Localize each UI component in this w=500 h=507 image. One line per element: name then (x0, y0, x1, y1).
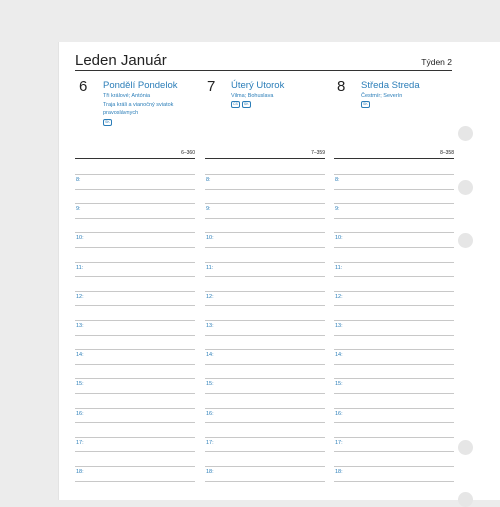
binder-hole (458, 180, 473, 195)
half-hour-line (334, 276, 454, 277)
hour-line (75, 320, 195, 321)
hour-label: 8: (76, 177, 81, 183)
column-divider (334, 158, 454, 159)
day-name: Středa Streda (361, 80, 420, 91)
hour-label: 17: (206, 439, 214, 446)
day-count: 7–359 (311, 150, 325, 156)
half-hour-line (205, 247, 325, 248)
hour-line (75, 349, 195, 350)
day-name: Pondělí Pondelok (103, 80, 178, 91)
week-label: Týden 2 (421, 57, 452, 67)
half-hour-line (334, 422, 454, 423)
hour-line (205, 203, 325, 204)
name-days (361, 92, 461, 101)
hour-label: 13: (76, 323, 84, 329)
column-divider (205, 158, 325, 159)
hour-label: 12: (335, 293, 343, 300)
hour-line (334, 291, 454, 292)
hour-label: 15: (206, 381, 214, 388)
half-hour-line (75, 422, 195, 423)
name-day-line: pravoslávnych (103, 110, 139, 116)
country-badge: SK (243, 102, 249, 106)
day-number: 6 (79, 78, 88, 95)
half-hour-line (75, 218, 195, 219)
hour-line (75, 262, 195, 263)
country-badges (361, 101, 370, 108)
binder-hole (458, 233, 473, 248)
hour-line (205, 349, 325, 350)
hour-line (334, 378, 454, 379)
hour-label: 14: (206, 352, 214, 359)
half-hour-line (205, 276, 325, 277)
day-number: 8 (337, 78, 346, 95)
hour-line (75, 437, 195, 438)
hour-label: 11: (76, 264, 84, 271)
hour-line (334, 262, 454, 263)
half-hour-line (334, 481, 454, 482)
hour-line (75, 203, 195, 204)
hour-label: 12: (206, 293, 214, 300)
hour-label: 10: (76, 235, 84, 242)
hour-line (334, 203, 454, 204)
half-hour-line (205, 393, 325, 394)
day-count: 8–358 (440, 150, 454, 156)
half-hour-line (205, 335, 325, 336)
name-day-line: Vilma; Bohuslava (231, 93, 274, 99)
country-badge: CS (233, 102, 238, 106)
country-badge: SK (363, 102, 368, 106)
country-badge: SK (105, 120, 110, 124)
hour-label: 9: (335, 206, 340, 213)
hour-line (75, 466, 195, 467)
hour-line (205, 378, 325, 379)
day-count: 6–360 (181, 150, 195, 156)
half-hour-line (205, 189, 325, 190)
hour-line (205, 174, 325, 175)
half-hour-line (75, 451, 195, 452)
column-divider (75, 158, 195, 159)
hour-label: 17: (76, 439, 84, 446)
planner-page (58, 42, 500, 500)
hour-line (205, 437, 325, 438)
hour-line (334, 174, 454, 175)
hour-label: 18: (206, 469, 214, 475)
hour-line (334, 408, 454, 409)
hour-label: 9: (206, 206, 211, 213)
hour-label: 13: (335, 323, 343, 329)
hour-label: 14: (76, 352, 84, 359)
hour-label: 16: (76, 410, 84, 417)
hour-label: 16: (206, 410, 214, 417)
header-divider (75, 70, 452, 71)
hour-label: 10: (206, 235, 214, 242)
half-hour-line (334, 335, 454, 336)
hour-line (75, 408, 195, 409)
hour-label: 11: (206, 264, 214, 271)
half-hour-line (334, 247, 454, 248)
hour-label: 16: (335, 410, 343, 417)
half-hour-line (334, 218, 454, 219)
half-hour-line (334, 305, 454, 306)
hour-label: 10: (335, 235, 343, 242)
hour-line (205, 232, 325, 233)
hour-label: 13: (206, 323, 214, 329)
hour-line (334, 466, 454, 467)
hour-line (334, 320, 454, 321)
binder-hole (458, 126, 473, 141)
half-hour-line (75, 481, 195, 482)
hour-label: 11: (335, 264, 343, 271)
day-number: 7 (207, 78, 216, 95)
hour-label: 8: (335, 177, 340, 183)
half-hour-line (205, 218, 325, 219)
half-hour-line (334, 393, 454, 394)
half-hour-line (75, 335, 195, 336)
hour-line (334, 437, 454, 438)
hour-line (75, 174, 195, 175)
half-hour-line (334, 189, 454, 190)
hour-label: 18: (335, 469, 343, 475)
half-hour-line (205, 364, 325, 365)
hour-line (205, 262, 325, 263)
hour-line (334, 349, 454, 350)
half-hour-line (75, 276, 195, 277)
half-hour-line (205, 305, 325, 306)
half-hour-line (205, 451, 325, 452)
name-days (231, 92, 331, 101)
binder-hole (458, 440, 473, 455)
hour-label: 8: (206, 177, 211, 183)
half-hour-line (205, 422, 325, 423)
hour-label: 9: (76, 206, 81, 213)
hour-label: 15: (76, 381, 84, 388)
hour-line (205, 320, 325, 321)
hour-label: 18: (76, 469, 84, 475)
half-hour-line (75, 247, 195, 248)
half-hour-line (75, 393, 195, 394)
day-name: Úterý Utorok (231, 80, 285, 91)
hour-label: 15: (335, 381, 343, 388)
hour-line (205, 291, 325, 292)
half-hour-line (75, 364, 195, 365)
country-badges (231, 101, 251, 108)
name-day-line: Čestmír; Severín (361, 93, 403, 99)
hour-line (205, 408, 325, 409)
half-hour-line (205, 481, 325, 482)
hour-line (334, 232, 454, 233)
page-title: Leden Január (75, 52, 167, 69)
name-day-line: Tři králové; Antónia (103, 93, 151, 99)
hour-line (75, 232, 195, 233)
half-hour-line (334, 451, 454, 452)
hour-label: 14: (335, 352, 343, 359)
half-hour-line (334, 364, 454, 365)
half-hour-line (75, 189, 195, 190)
hour-line (205, 466, 325, 467)
hour-label: 17: (335, 439, 343, 446)
name-days (103, 92, 203, 118)
half-hour-line (75, 305, 195, 306)
hour-line (75, 378, 195, 379)
hour-line (75, 291, 195, 292)
name-day-line: Traja králi a vianočný sviatok (103, 101, 174, 108)
hour-label: 12: (76, 293, 84, 300)
country-badges (103, 119, 112, 126)
